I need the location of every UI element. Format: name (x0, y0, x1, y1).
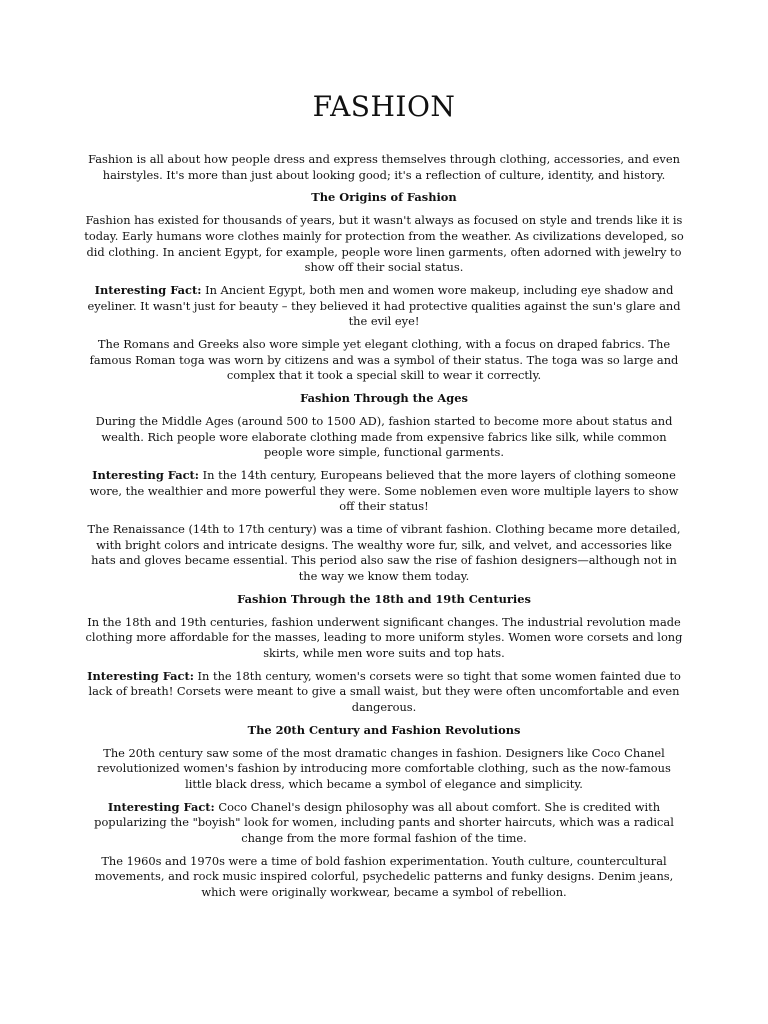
interesting-fact (84, 669, 684, 716)
document-body (84, 152, 684, 901)
fact-label: Interesting Fact: (107, 799, 215, 814)
fact-label: Interesting Fact: (87, 668, 194, 683)
intro-paragraph: Fashion is all about how people dress and express themselves through clothing, accessories, and even hairstyles. It's more than just about looking good; it's a reflection of culture, identity, and history. (88, 152, 680, 182)
section-heading-18th-19th-centuries: Fashion Through the 18th and 19th Centuries (237, 591, 531, 606)
fact-text: In the 14th century, Europeans believed that the more layers of clothing someone wore, the wealthier and more powerful they were. Some noblemen even wore multiple layers to show off their status! (89, 467, 679, 514)
section-paragraph: During the Middle Ages (around 500 to 1500 AD), fashion started to become more about status and wealth. Rich people wore elaborate clothing made from expensive fabrics like silk, while common people wore simple, functional garments. (95, 413, 673, 460)
section-heading-20th-century: The 20th Century and Fashion Revolutions (247, 722, 521, 737)
fact-text: In Ancient Egypt, both men and women wore makeup, including eye shadow and eyeliner. It wasn't just for beauty – they believed it had protective qualities against the sun's glare and the evil eye! (87, 282, 681, 329)
section-paragraph: The Romans and Greeks also wore simple yet elegant clothing, with a focus on draped fabrics. The famous Roman toga was worn by citizens and was a symbol of their status. The toga was so large and complex that it took a special skill to wear it correctly. (89, 337, 679, 383)
interesting-fact (84, 800, 684, 847)
fact-text: Coco Chanel's design philosophy was all about comfort. She is credited with popularizing the "boyish" look for women, including pants and shorter haircuts, which was a radical change from the more formal fashion of the time. (94, 799, 674, 846)
section-paragraph: Fashion has existed for thousands of years, but it wasn't always as focused on style and trends like it is today. Early humans wore clothes mainly for protection from the weather. As civilizations developed, so did clothing. In ancient Egypt, for example, people wore linen garments, often adorned with jewelry to show off their social status. (84, 213, 684, 275)
interesting-fact (84, 468, 684, 515)
section-paragraph: In the 18th and 19th centuries, fashion underwent significant changes. The industrial revolution made clothing more affordable for the masses, leading to more uniform styles. Women wore corsets and long skirts, while men wore suits and top hats. (85, 614, 683, 660)
section-paragraph: The Renaissance (14th to 17th century) was a time of vibrant fashion. Clothing became more detailed, with bright colors and intricate designs. The wealthy wore fur, silk, and velvet, and accessories like hats and gloves became essential. This period also saw the rise of fashion designers—although not in the way we know them today. (87, 522, 681, 584)
section-heading-origins: The Origins of Fashion (311, 190, 457, 205)
section-paragraph: The 20th century saw some of the most dramatic changes in fashion. Designers like Coco Chanel revolutionized women's fashion by introducing more comfortable clothing, such as the now-famous little black dress, which became a symbol of elegance and simplicity. (97, 745, 671, 791)
fact-text: In the 18th century, women's corsets were so tight that some women fainted due to lack of breath! Corsets were meant to give a small waist, but they were often uncomfortable and even dangerous. (88, 668, 681, 715)
fact-label: Interesting Fact: (94, 282, 202, 297)
interesting-fact (84, 283, 684, 330)
document-page (84, 0, 684, 908)
section-paragraph: The 1960s and 1970s were a time of bold fashion experimentation. Youth culture, countercultural movements, and rock music inspired colorful, psychedelic patterns and funky designs. Denim jeans, which were originally workwear, became a symbol of rebellion. (94, 853, 674, 900)
fact-label: Interesting Fact: (92, 467, 199, 482)
section-heading-through-the-ages: Fashion Through the Ages (300, 391, 468, 406)
document-title: FASHION (312, 90, 456, 123)
